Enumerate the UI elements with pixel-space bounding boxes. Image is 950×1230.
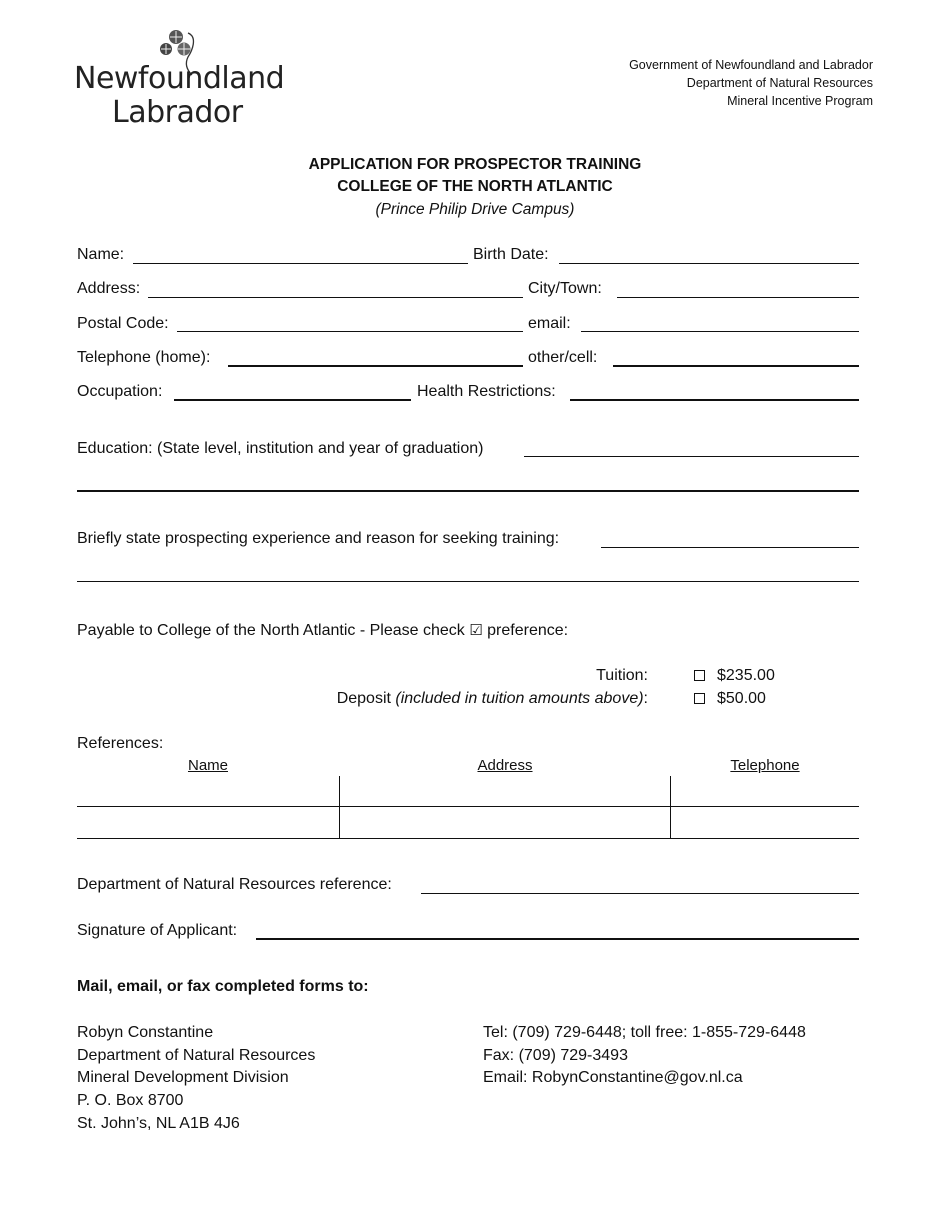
signature-field[interactable]	[256, 938, 859, 940]
references-col-name: Name	[187, 757, 228, 774]
payment-instruction	[77, 620, 568, 641]
gov-line-1: Government of Newfoundland and Labrador	[629, 58, 873, 72]
deposit-label-text: Deposit	[336, 690, 396, 707]
postal-code-label: Postal Code:	[77, 315, 169, 332]
tuition-amount: $235.00	[717, 667, 775, 684]
contact-tel: Tel: (709) 729-6448; toll free: 1-855-729-6448	[483, 1024, 806, 1041]
mail-address-line: Robyn Constantine	[77, 1024, 214, 1041]
signature-label: Signature of Applicant:	[77, 922, 238, 939]
contact-fax: Fax: (709) 729-3493	[483, 1047, 628, 1064]
mail-address-line: Department of Natural Resources	[77, 1047, 316, 1064]
deposit-label	[250, 689, 648, 709]
college-name: COLLEGE OF THE NORTH ATLANTIC	[337, 178, 613, 195]
deposit-amount: $50.00	[717, 690, 766, 707]
telephone-home-label: Telephone (home):	[77, 349, 211, 366]
city-town-label: City/Town:	[528, 280, 602, 297]
other-cell-label: other/cell:	[528, 349, 598, 366]
occupation-label: Occupation:	[77, 383, 163, 400]
mail-address-line: P. O. Box 8700	[77, 1092, 184, 1109]
deposit-checkbox[interactable]	[694, 693, 705, 704]
address-field[interactable]	[148, 297, 523, 298]
telephone-home-field[interactable]	[228, 365, 523, 367]
email-label: email:	[528, 315, 571, 332]
references-label: References:	[77, 735, 164, 752]
payment-instruction-suffix: preference:	[487, 622, 569, 639]
campus-name: (Prince Philip Drive Campus)	[375, 201, 575, 218]
deposit-note: (included in tuition amounts above)	[395, 690, 644, 707]
references-col-telephone: Telephone	[730, 757, 800, 774]
health-restrictions-field[interactable]	[570, 399, 859, 401]
logo-text-labrador: Labrador	[112, 95, 243, 130]
gov-line-3: Mineral Incentive Program	[727, 94, 873, 108]
form-title: APPLICATION FOR PROSPECTOR TRAINING	[308, 156, 642, 173]
deposit-colon: :	[643, 690, 648, 707]
experience-label: Briefly state prospecting experience and reason for seeking training:	[77, 530, 560, 547]
mail-address-line: St. John’s, NL A1B 4J6	[77, 1115, 240, 1132]
dnr-reference-label: Department of Natural Resources reference:	[77, 876, 392, 893]
logo-text-newfoundland: Newfoundland	[74, 61, 285, 96]
address-label: Address:	[77, 280, 141, 297]
email-field[interactable]	[581, 331, 859, 332]
occupation-field[interactable]	[174, 399, 411, 401]
experience-field-line-2[interactable]	[77, 581, 859, 582]
education-label: Education: (State level, institution and year of graduation)	[77, 440, 484, 457]
education-field[interactable]	[524, 456, 859, 457]
checked-box-icon: ☑	[469, 621, 483, 639]
name-label: Name:	[77, 246, 125, 263]
payment-instruction-text: Payable to College of the North Atlantic - Please check	[77, 622, 465, 639]
table-divider	[670, 776, 671, 839]
contact-email[interactable]: Email: RobynConstantine@gov.nl.ca	[483, 1069, 743, 1086]
experience-field[interactable]	[601, 547, 859, 548]
city-town-field[interactable]	[617, 297, 859, 298]
education-field-line-2[interactable]	[77, 490, 859, 492]
logo	[70, 25, 285, 135]
birth-date-label: Birth Date:	[473, 246, 549, 263]
mail-heading: Mail, email, or fax completed forms to:	[77, 978, 369, 995]
postal-code-field[interactable]	[177, 331, 523, 332]
table-row[interactable]	[77, 838, 859, 839]
name-field[interactable]	[133, 263, 468, 264]
references-col-address: Address	[477, 757, 533, 774]
table-row[interactable]	[77, 806, 859, 807]
table-divider	[339, 776, 340, 839]
gov-line-2: Department of Natural Resources	[686, 76, 873, 90]
tuition-checkbox[interactable]	[694, 670, 705, 681]
mail-address-line: Mineral Development Division	[77, 1069, 289, 1086]
dnr-reference-field[interactable]	[421, 893, 859, 894]
other-cell-field[interactable]	[613, 365, 859, 367]
health-restrictions-label: Health Restrictions:	[417, 383, 556, 400]
birth-date-field[interactable]	[559, 263, 859, 264]
tuition-label: Tuition:	[596, 667, 648, 684]
